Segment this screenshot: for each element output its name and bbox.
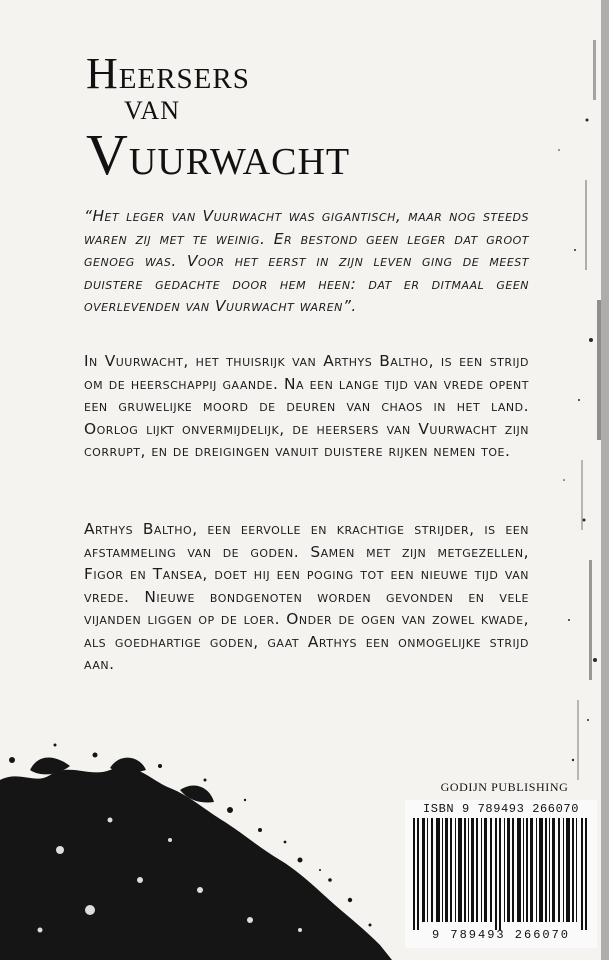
barcode-bars bbox=[409, 818, 593, 930]
title-line-3: VUURWACHT bbox=[86, 122, 351, 187]
publisher-name: GODIJN PUBLISHING bbox=[440, 780, 569, 794]
isbn-barcode bbox=[405, 800, 597, 948]
blurb-quote: “Het leger van Vuurwacht was gigantisch, maar nog steeds waren zij met te weinig. Er bestond geen leger dat groot genoeg was. Voor het eerst in zijn leven ging de meest duistere gedachte door hem heen: dat er ditmaal geen overlevenden van Vuurwacht waren”. bbox=[84, 207, 529, 315]
blurb-paragraph-1: In Vuurwacht, het thuisrijk van Arthys Baltho, is een strijd om de heerschappij gaande. Na een lange tijd van vrede opent een gruwelijke moord de deuren van chaos in het land. Oorlog lijkt onvermijdelijk, de heersers van Vuurwacht zijn corrupt, en de dreigingen vanuit duistere rijken nemen toe. bbox=[84, 352, 529, 460]
blurb-paragraph-2: Arthys Baltho, een eervolle en krachtige strijder, is een afstammeling van de goden. Samen met zijn metgezellen, Figor en Tansea, doet hij een poging tot een nieuwe tijd van vrede. Nieuwe bondgenoten worden gevonden en vele vijanden liggen op de loer. Onder de ogen van zowel kwade, als goedhartige goden, gaat Arthys een onmogelijke strijd aan. bbox=[84, 520, 529, 673]
book-title bbox=[86, 49, 406, 187]
isbn-label: ISBN 9 789493 266070 bbox=[422, 802, 580, 816]
ink-splatter-decoration bbox=[0, 730, 400, 960]
title-line-1: HEERSERS bbox=[86, 49, 250, 98]
barcode-digits: 9 789493 266070 bbox=[431, 928, 571, 942]
title-line-2: VAN bbox=[124, 96, 180, 125]
